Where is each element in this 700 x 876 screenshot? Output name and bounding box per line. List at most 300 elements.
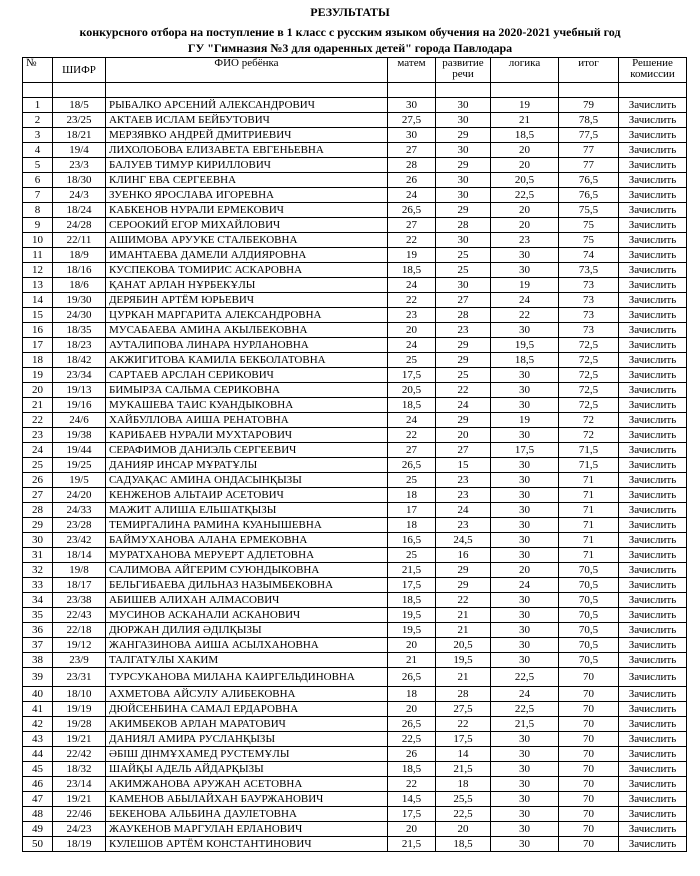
row-speech: 16: [436, 548, 491, 563]
row-total: 73: [559, 323, 619, 338]
row-decision: Зачислить: [619, 113, 687, 128]
row-cipher: 23/38: [53, 593, 106, 608]
row-total: 72,5: [559, 338, 619, 353]
row-name: АБИШЕВ АЛИХАН АЛМАСОВИЧ: [106, 593, 388, 608]
row-speech: 25: [436, 248, 491, 263]
row-logic: 30: [491, 638, 559, 653]
row-num: 19: [23, 368, 53, 383]
row-cipher: 18/16: [53, 263, 106, 278]
row-cipher: 19/38: [53, 428, 106, 443]
row-math: 18,5: [388, 762, 436, 777]
row-num: 17: [23, 338, 53, 353]
row-cipher: 24/3: [53, 188, 106, 203]
row-speech: 28: [436, 218, 491, 233]
row-logic: 30: [491, 488, 559, 503]
row-name: КУЛЕШОВ АРТЁМ КОНСТАНТИНОВИЧ: [106, 837, 388, 852]
row-name: МУКАШЕВА ТАИС КУАНДЫКОВНА: [106, 398, 388, 413]
table-row: [23, 353, 687, 368]
row-logic: 22,5: [491, 702, 559, 717]
row-logic: 18,5: [491, 353, 559, 368]
table-row: [23, 548, 687, 563]
row-total: 71,5: [559, 458, 619, 473]
row-speech: 20: [436, 822, 491, 837]
row-name: ХАЙБУЛЛОВА АИША РЕНАТОВНА: [106, 413, 388, 428]
row-math: 30: [388, 128, 436, 143]
row-name: БЕЛЬГИБАЕВА ДИЛЬНАЗ НАЗЫМБЕКОВНА: [106, 578, 388, 593]
table-row: [23, 668, 687, 687]
row-cipher: 24/28: [53, 218, 106, 233]
row-cipher: 18/6: [53, 278, 106, 293]
row-cipher: 23/42: [53, 533, 106, 548]
row-name: ИМАНТАЕВА ДАМЕЛИ АЛДИЯРОВНА: [106, 248, 388, 263]
row-logic: 20,5: [491, 173, 559, 188]
row-num: 26: [23, 473, 53, 488]
header-cipher: ШИФР: [53, 58, 106, 83]
row-cipher: 22/11: [53, 233, 106, 248]
row-name: МЕРЗЯВКО АНДРЕЙ ДМИТРИЕВИЧ: [106, 128, 388, 143]
row-cipher: 24/30: [53, 308, 106, 323]
row-decision: Зачислить: [619, 837, 687, 852]
row-num: 3: [23, 128, 53, 143]
row-cipher: 19/16: [53, 398, 106, 413]
row-speech: 21: [436, 668, 491, 687]
row-total: 73: [559, 308, 619, 323]
row-logic: 30: [491, 777, 559, 792]
table-row: [23, 807, 687, 822]
row-speech: 29: [436, 338, 491, 353]
row-math: 28: [388, 158, 436, 173]
row-num: 45: [23, 762, 53, 777]
row-decision: Зачислить: [619, 188, 687, 203]
row-name: КУСПЕКОВА ТОМИРИС АСКАРОВНА: [106, 263, 388, 278]
row-name: АКЖИГИТОВА КАМИЛА БЕКБОЛАТОВНА: [106, 353, 388, 368]
row-total: 73: [559, 278, 619, 293]
row-num: 12: [23, 263, 53, 278]
row-total: 70,5: [559, 623, 619, 638]
row-cipher: 18/10: [53, 687, 106, 702]
table-row: [23, 278, 687, 293]
row-math: 17,5: [388, 578, 436, 593]
row-math: 18,5: [388, 593, 436, 608]
row-decision: Зачислить: [619, 653, 687, 668]
table-row: [23, 792, 687, 807]
table-row: [23, 563, 687, 578]
row-total: 71: [559, 548, 619, 563]
row-cipher: 23/9: [53, 653, 106, 668]
row-logic: 21,5: [491, 717, 559, 732]
row-speech: 18: [436, 777, 491, 792]
row-name: ШАЙҚЫ АДЕЛЬ АЙДАРҚЫЗЫ: [106, 762, 388, 777]
row-speech: 30: [436, 188, 491, 203]
row-decision: Зачислить: [619, 548, 687, 563]
row-name: БИМЫРЗА САЛЬМА СЕРИКОВНА: [106, 383, 388, 398]
table-row: [23, 428, 687, 443]
row-logic: 30: [491, 263, 559, 278]
table-row: [23, 638, 687, 653]
row-math: 21,5: [388, 563, 436, 578]
row-logic: 30: [491, 248, 559, 263]
row-num: 43: [23, 732, 53, 747]
row-name: АУТАЛИПОВА ЛИНАРА НУРЛАНОВНА: [106, 338, 388, 353]
row-math: 23: [388, 308, 436, 323]
row-total: 73,5: [559, 263, 619, 278]
row-num: 48: [23, 807, 53, 822]
row-speech: 28: [436, 308, 491, 323]
row-logic: 30: [491, 368, 559, 383]
row-total: 73: [559, 293, 619, 308]
row-logic: 24: [491, 578, 559, 593]
row-name: АКИМБЕКОВ АРЛАН МАРАТОВИЧ: [106, 717, 388, 732]
document-subtitle: конкурсного отбора на поступление в 1 класс с русским языком обучения на 2020-2021 учебный год: [79, 25, 621, 39]
table-row: [23, 473, 687, 488]
row-total: 79: [559, 98, 619, 113]
row-num: 39: [23, 668, 53, 687]
row-decision: Зачислить: [619, 158, 687, 173]
row-cipher: 23/25: [53, 113, 106, 128]
row-cipher: 22/42: [53, 747, 106, 762]
row-name: ДЮРЖАН ДИЛИЯ ӘДІЛҚЫЗЫ: [106, 623, 388, 638]
row-logic: 30: [491, 503, 559, 518]
row-speech: 30: [436, 173, 491, 188]
row-num: 24: [23, 443, 53, 458]
table-row: [23, 747, 687, 762]
table-row: [23, 263, 687, 278]
row-speech: 20,5: [436, 638, 491, 653]
row-math: 18,5: [388, 263, 436, 278]
row-total: 77,5: [559, 128, 619, 143]
row-logic: 30: [491, 323, 559, 338]
row-cipher: 19/21: [53, 732, 106, 747]
row-cipher: 19/44: [53, 443, 106, 458]
row-speech: 23: [436, 323, 491, 338]
table-row: [23, 503, 687, 518]
row-decision: Зачислить: [619, 608, 687, 623]
row-math: 20: [388, 323, 436, 338]
row-speech: 18,5: [436, 837, 491, 852]
row-logic: 30: [491, 533, 559, 548]
row-num: 49: [23, 822, 53, 837]
table-row: [23, 578, 687, 593]
row-speech: 24,5: [436, 533, 491, 548]
row-num: 16: [23, 323, 53, 338]
row-decision: Зачислить: [619, 822, 687, 837]
row-math: 26,5: [388, 668, 436, 687]
row-name: АХМЕТОВА АЙСУЛУ АЛИБЕКОВНА: [106, 687, 388, 702]
row-cipher: 22/18: [53, 623, 106, 638]
row-decision: Зачислить: [619, 747, 687, 762]
row-speech: 24: [436, 503, 491, 518]
header-name: ФИО ребёнка: [106, 58, 388, 83]
row-num: 1: [23, 98, 53, 113]
row-logic: 18,5: [491, 128, 559, 143]
row-total: 70,5: [559, 563, 619, 578]
row-name: ТЕМИРГАЛИНА РАМИНА КУАНЫШЕВНА: [106, 518, 388, 533]
row-total: 70: [559, 668, 619, 687]
row-num: 37: [23, 638, 53, 653]
row-logic: 30: [491, 623, 559, 638]
row-name: МУСИНОВ АСКАНАЛИ АСКАНОВИЧ: [106, 608, 388, 623]
row-cipher: 19/13: [53, 383, 106, 398]
row-num: 32: [23, 563, 53, 578]
row-num: 33: [23, 578, 53, 593]
row-name: ДЕРЯБИН АРТЁМ ЮРЬЕВИЧ: [106, 293, 388, 308]
row-logic: 30: [491, 383, 559, 398]
row-math: 24: [388, 188, 436, 203]
row-num: 11: [23, 248, 53, 263]
row-decision: Зачислить: [619, 458, 687, 473]
row-decision: Зачислить: [619, 668, 687, 687]
results-table: [22, 57, 687, 852]
row-name: ЖАУКЕНОВ МАРГУЛАН ЕРЛАНОВИЧ: [106, 822, 388, 837]
row-name: ДЮЙСЕНБИНА САМАЛ ЕРДАРОВНА: [106, 702, 388, 717]
row-num: 10: [23, 233, 53, 248]
table-row: [23, 188, 687, 203]
row-name: КАБКЕНОВ НУРАЛИ ЕРМЕКОВИЧ: [106, 203, 388, 218]
row-decision: Зачислить: [619, 732, 687, 747]
row-speech: 21,5: [436, 762, 491, 777]
row-cipher: 23/28: [53, 518, 106, 533]
row-speech: 27: [436, 293, 491, 308]
table-row: [23, 533, 687, 548]
row-speech: 30: [436, 278, 491, 293]
row-num: 46: [23, 777, 53, 792]
row-decision: Зачислить: [619, 762, 687, 777]
row-logic: 19: [491, 413, 559, 428]
row-name: АШИМОВА АРУУКЕ СТАЛБЕКОВНА: [106, 233, 388, 248]
row-decision: Зачислить: [619, 717, 687, 732]
row-logic: 30: [491, 518, 559, 533]
row-logic: 30: [491, 608, 559, 623]
row-total: 70: [559, 732, 619, 747]
row-logic: 19: [491, 278, 559, 293]
row-math: 27: [388, 143, 436, 158]
row-cipher: 18/23: [53, 338, 106, 353]
row-math: 22: [388, 777, 436, 792]
table-row: [23, 837, 687, 852]
row-cipher: 22/43: [53, 608, 106, 623]
row-logic: 30: [491, 458, 559, 473]
row-cipher: 19/25: [53, 458, 106, 473]
row-total: 72,5: [559, 383, 619, 398]
row-speech: 25: [436, 368, 491, 383]
row-num: 8: [23, 203, 53, 218]
row-speech: 30: [436, 143, 491, 158]
row-speech: 22: [436, 593, 491, 608]
row-decision: Зачислить: [619, 173, 687, 188]
row-num: 15: [23, 308, 53, 323]
row-decision: Зачислить: [619, 293, 687, 308]
row-decision: Зачислить: [619, 623, 687, 638]
row-speech: 29: [436, 353, 491, 368]
row-decision: Зачислить: [619, 443, 687, 458]
row-cipher: 18/35: [53, 323, 106, 338]
row-decision: Зачислить: [619, 233, 687, 248]
row-logic: 22: [491, 308, 559, 323]
row-total: 70: [559, 747, 619, 762]
row-name: КАМЕНОВ АБЫЛАЙХАН БАУРЖАНОВИЧ: [106, 792, 388, 807]
row-name: КЕНЖЕНОВ АЛЬТАИР АСЕТОВИЧ: [106, 488, 388, 503]
row-num: 21: [23, 398, 53, 413]
row-speech: 30: [436, 233, 491, 248]
row-cipher: 24/23: [53, 822, 106, 837]
row-name: МУРАТХАНОВА МЕРУЕРТ АДЛЕТОВНА: [106, 548, 388, 563]
row-math: 26,5: [388, 717, 436, 732]
row-decision: Зачислить: [619, 323, 687, 338]
row-decision: Зачислить: [619, 308, 687, 323]
table-row: [23, 128, 687, 143]
row-speech: 22: [436, 717, 491, 732]
row-decision: Зачислить: [619, 218, 687, 233]
row-cipher: 22/46: [53, 807, 106, 822]
table-row: [23, 593, 687, 608]
row-speech: 30: [436, 98, 491, 113]
row-num: 41: [23, 702, 53, 717]
row-name: СЕРООКИЙ ЕГОР МИХАЙЛОВИЧ: [106, 218, 388, 233]
header-decision: Решение комиссии: [619, 58, 687, 83]
row-decision: Зачислить: [619, 488, 687, 503]
table-row: [23, 777, 687, 792]
row-math: 14,5: [388, 792, 436, 807]
row-speech: 29: [436, 128, 491, 143]
row-speech: 21: [436, 608, 491, 623]
row-cipher: 23/34: [53, 368, 106, 383]
row-speech: 22,5: [436, 807, 491, 822]
results-body: [23, 98, 687, 852]
row-num: 34: [23, 593, 53, 608]
row-speech: 28: [436, 687, 491, 702]
row-total: 75,5: [559, 203, 619, 218]
row-math: 22: [388, 233, 436, 248]
row-total: 70: [559, 807, 619, 822]
row-math: 18: [388, 518, 436, 533]
row-speech: 29: [436, 158, 491, 173]
row-num: 40: [23, 687, 53, 702]
row-decision: Зачислить: [619, 428, 687, 443]
row-num: 9: [23, 218, 53, 233]
row-name: БЕКЕНОВА АЛЬБИНА ДАУЛЕТОВНА: [106, 807, 388, 822]
row-cipher: 24/33: [53, 503, 106, 518]
row-num: 36: [23, 623, 53, 638]
row-num: 25: [23, 458, 53, 473]
row-math: 19,5: [388, 623, 436, 638]
table-row: [23, 113, 687, 128]
row-decision: Зачислить: [619, 807, 687, 822]
row-speech: 25: [436, 263, 491, 278]
row-total: 70: [559, 762, 619, 777]
row-logic: 30: [491, 428, 559, 443]
row-math: 19: [388, 248, 436, 263]
row-cipher: 23/31: [53, 668, 106, 687]
row-cipher: 24/20: [53, 488, 106, 503]
table-row: [23, 293, 687, 308]
row-decision: Зачислить: [619, 687, 687, 702]
row-cipher: 18/17: [53, 578, 106, 593]
row-speech: 23: [436, 518, 491, 533]
row-total: 70: [559, 822, 619, 837]
row-total: 71: [559, 533, 619, 548]
row-decision: Зачислить: [619, 338, 687, 353]
row-cipher: 18/19: [53, 837, 106, 852]
row-num: 35: [23, 608, 53, 623]
row-cipher: 18/30: [53, 173, 106, 188]
row-cipher: 18/14: [53, 548, 106, 563]
row-total: 72,5: [559, 368, 619, 383]
table-row: [23, 732, 687, 747]
row-decision: Зачислить: [619, 98, 687, 113]
row-num: 4: [23, 143, 53, 158]
table-row: [23, 158, 687, 173]
row-cipher: 19/28: [53, 717, 106, 732]
row-logic: 30: [491, 593, 559, 608]
row-name: ЛИХОЛОБОВА ЕЛИЗАВЕТА ЕВГЕНЬЕВНА: [106, 143, 388, 158]
row-logic: 30: [491, 548, 559, 563]
row-total: 77: [559, 158, 619, 173]
row-decision: Зачислить: [619, 702, 687, 717]
row-speech: 23: [436, 488, 491, 503]
header-speech: развитие речи: [436, 58, 491, 83]
row-speech: 22: [436, 383, 491, 398]
row-total: 70,5: [559, 608, 619, 623]
row-decision: Зачислить: [619, 473, 687, 488]
row-decision: Зачислить: [619, 593, 687, 608]
row-name: МАЖИТ АЛИША ЕЛЬШАТҚЫЗЫ: [106, 503, 388, 518]
row-decision: Зачислить: [619, 503, 687, 518]
row-total: 72: [559, 413, 619, 428]
row-math: 20: [388, 702, 436, 717]
table-row: [23, 623, 687, 638]
row-num: 2: [23, 113, 53, 128]
row-speech: 27,5: [436, 702, 491, 717]
row-total: 72,5: [559, 353, 619, 368]
table-row: [23, 308, 687, 323]
row-total: 70,5: [559, 578, 619, 593]
row-name: КЛИНГ ЕВА СЕРГЕЕВНА: [106, 173, 388, 188]
row-math: 26: [388, 173, 436, 188]
row-num: 38: [23, 653, 53, 668]
row-total: 77: [559, 143, 619, 158]
table-row: [23, 822, 687, 837]
table-row: [23, 398, 687, 413]
row-cipher: 19/12: [53, 638, 106, 653]
row-total: 72,5: [559, 398, 619, 413]
row-logic: 30: [491, 807, 559, 822]
row-num: 14: [23, 293, 53, 308]
row-total: 75: [559, 233, 619, 248]
row-speech: 20: [436, 428, 491, 443]
row-speech: 21: [436, 623, 491, 638]
row-num: 28: [23, 503, 53, 518]
row-math: 21,5: [388, 837, 436, 852]
row-total: 70,5: [559, 653, 619, 668]
table-row: [23, 338, 687, 353]
row-math: 17: [388, 503, 436, 518]
row-total: 71,5: [559, 443, 619, 458]
document-title: РЕЗУЛЬТАТЫ: [310, 5, 390, 19]
row-math: 24: [388, 338, 436, 353]
table-row: [23, 717, 687, 732]
header-logic: логика: [491, 58, 559, 83]
table-row: [23, 218, 687, 233]
row-decision: Зачислить: [619, 248, 687, 263]
row-num: 42: [23, 717, 53, 732]
row-logic: 30: [491, 762, 559, 777]
row-num: 50: [23, 837, 53, 852]
row-total: 70: [559, 837, 619, 852]
row-speech: 29: [436, 563, 491, 578]
row-logic: 21: [491, 113, 559, 128]
row-name: КАРИБАЕВ НУРАЛИ МУХТАРОВИЧ: [106, 428, 388, 443]
row-total: 71: [559, 488, 619, 503]
